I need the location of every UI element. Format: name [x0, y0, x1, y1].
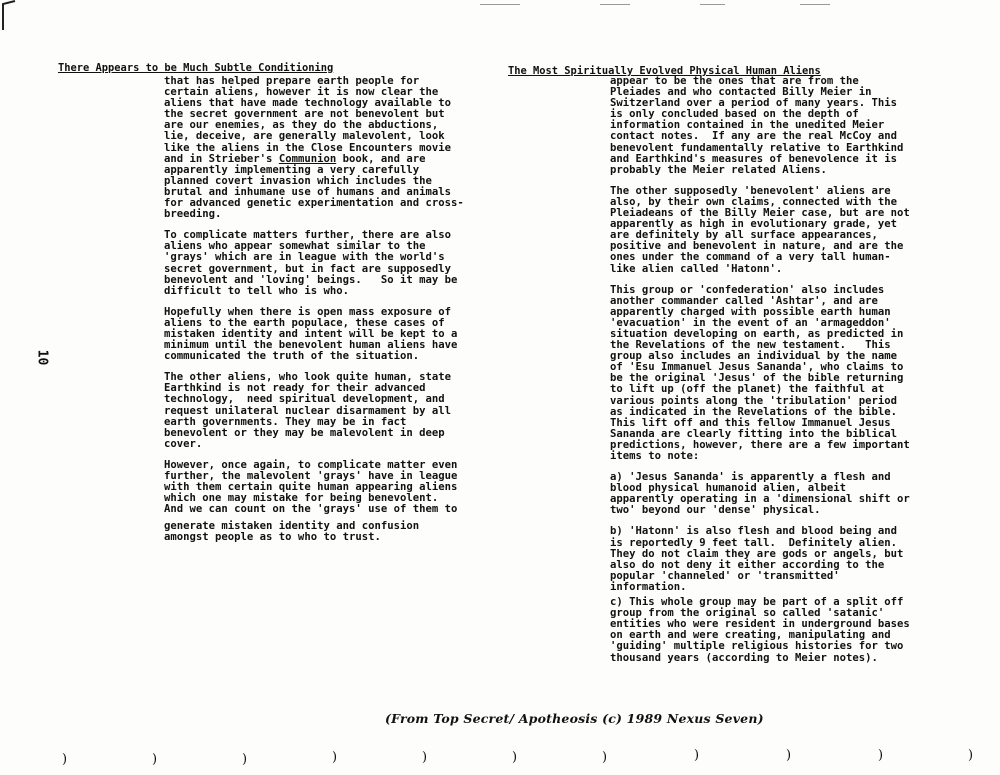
top-edge-line — [800, 4, 830, 5]
left-paragraph-3: Hopefully when there is open mass exposure of aliens to the earth populace, these cases of mistaken identity and intent will be kept to a minimum until the benevolent human aliens have communicated the truth of the situation. — [164, 305, 458, 363]
binding-mark: ) — [694, 748, 700, 763]
left-column — [164, 76, 494, 554]
binding-mark: ) — [332, 750, 338, 765]
left-paragraph-6: generate mistaken identity and confusion amongst people as to who to trust. — [164, 520, 420, 544]
binding-mark: ) — [512, 750, 518, 765]
right-item-a: a) 'Jesus Sananda' is apparently a flesh and blood physical humanoid alien, albeit apparently operating in a 'dimensional shift or two' beyond our 'dense' physical. — [610, 471, 910, 517]
top-edge-line — [480, 4, 520, 5]
left-paragraph-1-start: that has helped prepare earth people for certain aliens, however it is now clear the aliens that have made technology available to the secret government are not benevolent but are our enemies, as they do the abductions, lie, deceive, are generally malevolent, look like the aliens in the Close Encounters movie and in Strieber's — [164, 75, 452, 165]
communion-book-title: Communion — [278, 152, 337, 165]
left-paragraph-1-end: book, and are apparently implementing a very carefully planned covert invasion which includes the brutal and inhumane use of humans and animals for advanced genetic experimentation and cross- breeding. — [164, 152, 464, 221]
binding-mark: ) — [152, 752, 158, 767]
top-edge-line — [600, 4, 630, 5]
binding-mark: ) — [242, 752, 248, 767]
binding-mark: ) — [968, 748, 974, 763]
top-edge-line — [700, 4, 725, 5]
right-paragraph-1: appear to be the ones that are from the Pleiades and who contacted Billy Meier in Switzerland over a period of many years. This is only concluded based on the depth of information contained in the unedited Meier contact notes. If any are the real McCoy and benevolent fundamentally relative to Earthkind and Earthkind's measures of benevolence it is probably the Meier related Aliens. — [610, 75, 904, 176]
source-footer: (From Top Secret/ Apotheosis (c) 1989 Nexus Seven) — [385, 711, 764, 726]
right-item-b: b) 'Hatonn' is also flesh and blood being and is reportedly 9 feet tall. Definitely alien. They do not claim they are gods or angels, but also do not deny it either according to the popular 'channeled' or 'transmitted' information. — [610, 525, 904, 593]
left-paragraph-1 — [164, 76, 494, 220]
binding-mark: ) — [786, 748, 792, 763]
right-paragraph-2: The other supposedly 'benevolent' aliens are also, by their own claims, connected with the Pleiadeans of the Billy Meier case, but are not apparently as high in evolutionary grade, yet are definitely by all surface appearances, positive and benevolent in nature, and are the ones under the command of a very tall human- like alien called 'Hatonn'. — [610, 184, 910, 275]
left-column-heading: There Appears to be Much Subtle Conditioning — [58, 62, 334, 74]
right-column — [610, 76, 940, 674]
binding-mark: ) — [62, 752, 68, 767]
binding-mark: ) — [878, 748, 884, 763]
page-number: 10 — [34, 349, 50, 366]
binding-mark: ) — [422, 750, 428, 765]
left-paragraph-4: The other aliens, who look quite human, state Earthkind is not ready for their advanced technology, need spiritual development, and request unilateral nuclear disarmament by all earth governments. They may be in fact benevolent or they may be malevolent in deep cover. — [164, 371, 452, 450]
right-column-heading: The Most Spiritually Evolved Physical Human Aliens — [508, 65, 821, 77]
binding-mark: ) — [602, 750, 608, 765]
bottom-binding-marks — [0, 748, 1000, 768]
left-paragraph-2: To complicate matters further, there are also aliens who appear somewhat similar to the 'grays' which are in league with the world's secret government, but in fact are supposedly benevolent and 'loving' beings. So it may be difficult to tell who is who. — [164, 229, 458, 297]
corner-mark — [2, 0, 16, 30]
right-item-c: c) This whole group may be part of a split off group from the original so called 'satanic' entities who were resident in underground bases on earth and were creating, manipulating and 'guiding' multiple religious histories for two thousand years (according to Meier notes). — [610, 596, 910, 664]
right-paragraph-3: This group or 'confederation' also includes another commander called 'Ashtar', and are apparently charged with possible earth human 'evacuation' in the event of an 'armageddon' situation developing on earth, as predicted in the Revelations of the new testament. This group also includes an individual by the name of 'Esu Immanuel Jesus Sananda', who claims to be the original 'Jesus' of the bible returning to lift up (off the planet) the faithful at various points along the 'tribulation' period as indicated in the Revelations of the bible. This lift off and this fellow Immanuel Jesus Sananda are clearly fitting into the biblical predictions, however, there are a few important items to note: — [610, 283, 910, 462]
left-paragraph-5: However, once again, to complicate matter even further, the malevolent 'grays' have in league with them certain quite human appearing aliens which one may mistake for being benevolent. And we can count on the 'grays' use of them to — [164, 458, 458, 516]
